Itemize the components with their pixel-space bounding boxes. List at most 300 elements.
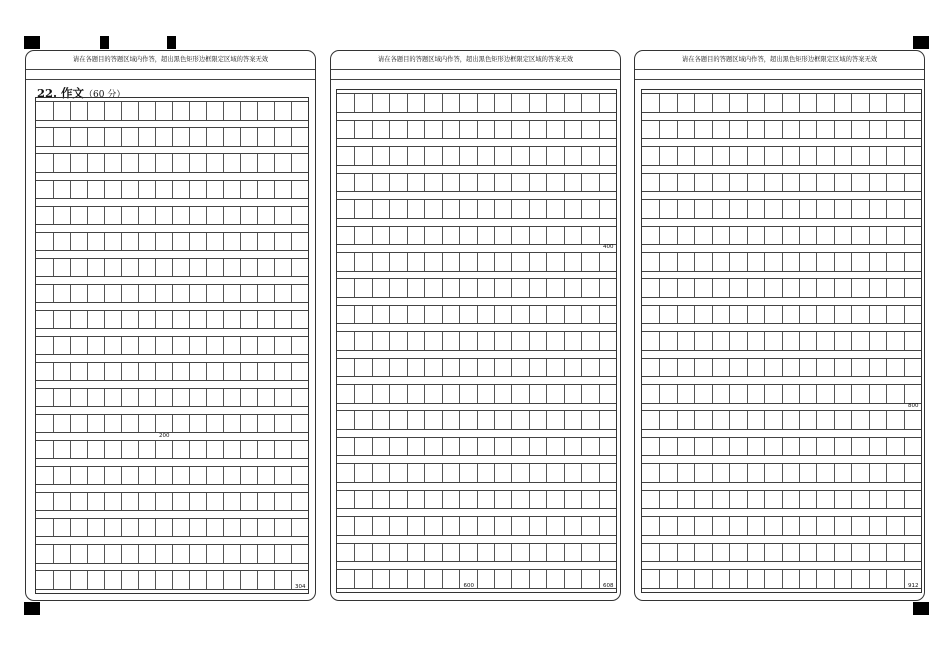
grid-row	[642, 278, 921, 298]
grid-cell-divider	[712, 121, 713, 139]
grid-cell-divider	[599, 121, 600, 139]
grid-cell-divider	[599, 464, 600, 482]
grid-cell-divider	[677, 517, 678, 535]
grid-cell-divider	[189, 545, 190, 562]
grid-cell-divider	[729, 464, 730, 482]
grid-cell-divider	[694, 227, 695, 245]
grid-cell-divider	[782, 174, 783, 192]
grid-cell-divider	[206, 259, 207, 276]
grid-cell-divider	[70, 285, 71, 302]
grid-cell-divider	[172, 467, 173, 484]
grid-cell-divider	[511, 200, 512, 218]
grid-cell-divider	[729, 570, 730, 588]
grid-row	[337, 463, 616, 483]
grid-cell-divider	[834, 464, 835, 482]
grid-cell-divider	[886, 279, 887, 297]
grid-cell-divider	[816, 147, 817, 165]
grid-cell-divider	[511, 411, 512, 429]
grid-cell-divider	[782, 438, 783, 456]
essay-grid-right[interactable]	[641, 89, 922, 593]
grid-cell-divider	[816, 570, 817, 588]
essay-grid-left[interactable]	[35, 97, 309, 594]
grid-cell-divider	[729, 359, 730, 377]
grid-cell-divider	[87, 571, 88, 588]
grid-cell-divider	[223, 102, 224, 119]
grid-cell-divider	[354, 517, 355, 535]
grid-cell-divider	[87, 233, 88, 250]
grid-cell-divider	[389, 332, 390, 350]
grid-cell-divider	[407, 464, 408, 482]
grid-cell-divider	[87, 207, 88, 224]
grid-cell-divider	[694, 332, 695, 350]
grid-cell-divider	[389, 517, 390, 535]
grid-cell-divider	[834, 517, 835, 535]
grid-cell-divider	[291, 363, 292, 380]
grid-cell-divider	[354, 332, 355, 350]
grid-cell-divider	[189, 102, 190, 119]
grid-cell-divider	[274, 233, 275, 250]
grid-cell-divider	[729, 306, 730, 324]
grid-cell-divider	[712, 411, 713, 429]
grid-cell-divider	[424, 359, 425, 377]
grid-cell-divider	[138, 493, 139, 510]
grid-cell-divider	[799, 227, 800, 245]
grid-cell-divider	[764, 464, 765, 482]
grid-cell-divider	[53, 571, 54, 588]
grid-cell-divider	[564, 174, 565, 192]
grid-cell-divider	[712, 438, 713, 456]
grid-cell-divider	[104, 285, 105, 302]
grid-cell-divider	[459, 491, 460, 509]
grid-cell-divider	[172, 493, 173, 510]
grid-cell-divider	[599, 174, 600, 192]
grid-row	[642, 305, 921, 325]
grid-cell-divider	[712, 279, 713, 297]
grid-cell-divider	[564, 544, 565, 562]
grid-cell-divider	[257, 259, 258, 276]
grid-cell-divider	[223, 467, 224, 484]
grid-cell-divider	[206, 102, 207, 119]
grid-cell-divider	[904, 94, 905, 112]
grid-cell-divider	[53, 441, 54, 458]
grid-cell-divider	[389, 174, 390, 192]
grid-cell-divider	[372, 544, 373, 562]
grid-cell-divider	[599, 544, 600, 562]
grid-cell-divider	[138, 285, 139, 302]
grid-cell-divider	[257, 154, 258, 171]
grid-cell-divider	[87, 337, 88, 354]
essay-grid-middle[interactable]	[336, 89, 617, 593]
grid-cell-divider	[904, 411, 905, 429]
grid-cell-divider	[240, 259, 241, 276]
grid-cell-divider	[886, 227, 887, 245]
grid-cell-divider	[389, 438, 390, 456]
grid-cell-divider	[257, 519, 258, 536]
grid-cell-divider	[581, 385, 582, 403]
grid-cell-divider	[494, 147, 495, 165]
grid-cell-divider	[407, 200, 408, 218]
grid-cell-divider	[459, 438, 460, 456]
grid-cell-divider	[121, 207, 122, 224]
grid-row	[337, 490, 616, 510]
grid-cell-divider	[477, 332, 478, 350]
grid-cell-divider	[581, 147, 582, 165]
grid-cell-divider	[155, 285, 156, 302]
grid-row	[36, 414, 308, 433]
grid-cell-divider	[87, 311, 88, 328]
grid-cell-divider	[511, 491, 512, 509]
grid-cell-divider	[494, 253, 495, 271]
grid-cell-divider	[546, 227, 547, 245]
grid-cell-divider	[240, 389, 241, 406]
grid-cell-divider	[816, 385, 817, 403]
grid-cell-divider	[477, 359, 478, 377]
grid-cell-divider	[886, 385, 887, 403]
grid-cell-divider	[799, 279, 800, 297]
grid-cell-divider	[477, 411, 478, 429]
grid-cell-divider	[747, 332, 748, 350]
grid-cell-divider	[511, 279, 512, 297]
grid-cell-divider	[677, 438, 678, 456]
answer-panel-left	[25, 50, 316, 601]
grid-cell-divider	[529, 438, 530, 456]
grid-cell-divider	[138, 389, 139, 406]
grid-cell-divider	[172, 519, 173, 536]
grid-cell-divider	[511, 359, 512, 377]
grid-cell-divider	[223, 389, 224, 406]
grid-cell-divider	[53, 467, 54, 484]
grid-cell-divider	[372, 306, 373, 324]
grid-cell-divider	[851, 570, 852, 588]
word-count-marker: 800	[908, 402, 919, 409]
grid-cell-divider	[257, 337, 258, 354]
grid-cell-divider	[240, 233, 241, 250]
grid-cell-divider	[886, 174, 887, 192]
grid-cell-divider	[87, 259, 88, 276]
grid-cell-divider	[564, 570, 565, 588]
grid-cell-divider	[729, 438, 730, 456]
grid-cell-divider	[240, 545, 241, 562]
grid-cell-divider	[494, 359, 495, 377]
grid-cell-divider	[442, 253, 443, 271]
grid-cell-divider	[121, 441, 122, 458]
grid-row	[642, 173, 921, 193]
grid-cell-divider	[223, 415, 224, 432]
grid-cell-divider	[816, 438, 817, 456]
grid-cell-divider	[834, 570, 835, 588]
grid-cell-divider	[459, 121, 460, 139]
grid-cell-divider	[529, 491, 530, 509]
grid-cell-divider	[274, 311, 275, 328]
grid-cell-divider	[240, 467, 241, 484]
grid-cell-divider	[206, 415, 207, 432]
grid-cell-divider	[511, 174, 512, 192]
grid-cell-divider	[904, 491, 905, 509]
grid-cell-divider	[274, 102, 275, 119]
grid-cell-divider	[886, 253, 887, 271]
grid-cell-divider	[851, 306, 852, 324]
grid-cell-divider	[70, 545, 71, 562]
grid-cell-divider	[121, 311, 122, 328]
grid-cell-divider	[694, 94, 695, 112]
grid-cell-divider	[677, 359, 678, 377]
grid-cell-divider	[886, 200, 887, 218]
grid-cell-divider	[424, 385, 425, 403]
grid-cell-divider	[729, 94, 730, 112]
grid-cell-divider	[599, 570, 600, 588]
grid-cell-divider	[816, 279, 817, 297]
grid-row	[642, 516, 921, 536]
grid-cell-divider	[782, 464, 783, 482]
grid-cell-divider	[53, 181, 54, 198]
grid-cell-divider	[87, 441, 88, 458]
grid-cell-divider	[904, 200, 905, 218]
grid-cell-divider	[659, 332, 660, 350]
grid-cell-divider	[291, 102, 292, 119]
grid-cell-divider	[257, 571, 258, 588]
grid-cell-divider	[851, 200, 852, 218]
grid-cell-divider	[257, 311, 258, 328]
grid-cell-divider	[240, 181, 241, 198]
grid-cell-divider	[70, 128, 71, 145]
grid-cell-divider	[389, 464, 390, 482]
grid-cell-divider	[70, 363, 71, 380]
grid-cell-divider	[53, 154, 54, 171]
grid-cell-divider	[70, 519, 71, 536]
grid-cell-divider	[659, 94, 660, 112]
grid-cell-divider	[240, 311, 241, 328]
grid-cell-divider	[424, 200, 425, 218]
grid-cell-divider	[206, 181, 207, 198]
grid-cell-divider	[372, 253, 373, 271]
grid-row	[642, 93, 921, 113]
grid-cell-divider	[477, 174, 478, 192]
grid-cell-divider	[477, 517, 478, 535]
grid-cell-divider	[53, 259, 54, 276]
grid-cell-divider	[712, 306, 713, 324]
grid-cell-divider	[372, 464, 373, 482]
grid-cell-divider	[407, 438, 408, 456]
grid-cell-divider	[834, 385, 835, 403]
grid-cell-divider	[354, 359, 355, 377]
grid-cell-divider	[694, 359, 695, 377]
grid-row	[36, 232, 308, 251]
grid-cell-divider	[511, 147, 512, 165]
grid-cell-divider	[274, 519, 275, 536]
grid-cell-divider	[53, 363, 54, 380]
grid-cell-divider	[291, 545, 292, 562]
grid-cell-divider	[407, 570, 408, 588]
grid-cell-divider	[764, 253, 765, 271]
grid-cell-divider	[869, 517, 870, 535]
grid-cell-divider	[121, 259, 122, 276]
grid-cell-divider	[70, 259, 71, 276]
grid-cell-divider	[869, 147, 870, 165]
grid-cell-divider	[424, 464, 425, 482]
word-count-marker: 200	[159, 432, 170, 439]
grid-row	[36, 180, 308, 199]
grid-cell-divider	[389, 544, 390, 562]
grid-cell-divider	[223, 207, 224, 224]
grid-cell-divider	[407, 306, 408, 324]
grid-cell-divider	[138, 545, 139, 562]
answer-panel-middle	[330, 50, 621, 601]
grid-cell-divider	[121, 181, 122, 198]
grid-cell-divider	[189, 493, 190, 510]
grid-cell-divider	[206, 571, 207, 588]
grid-cell-divider	[87, 415, 88, 432]
grid-cell-divider	[459, 570, 460, 588]
grid-cell-divider	[599, 279, 600, 297]
grid-cell-divider	[121, 363, 122, 380]
grid-cell-divider	[291, 128, 292, 145]
grid-cell-divider	[764, 359, 765, 377]
grid-cell-divider	[274, 363, 275, 380]
grid-cell-divider	[677, 570, 678, 588]
grid-cell-divider	[206, 154, 207, 171]
grid-cell-divider	[189, 571, 190, 588]
grid-cell-divider	[904, 121, 905, 139]
grid-cell-divider	[747, 279, 748, 297]
grid-cell-divider	[70, 493, 71, 510]
grid-cell-divider	[851, 174, 852, 192]
grid-cell-divider	[389, 491, 390, 509]
grid-cell-divider	[546, 464, 547, 482]
grid-cell-divider	[274, 467, 275, 484]
grid-cell-divider	[694, 438, 695, 456]
grid-cell-divider	[869, 570, 870, 588]
grid-cell-divider	[442, 385, 443, 403]
grid-cell-divider	[274, 415, 275, 432]
grid-cell-divider	[677, 94, 678, 112]
grid-cell-divider	[869, 121, 870, 139]
grid-cell-divider	[70, 207, 71, 224]
grid-cell-divider	[529, 385, 530, 403]
grid-cell-divider	[389, 306, 390, 324]
grid-cell-divider	[372, 491, 373, 509]
grid-cell-divider	[223, 128, 224, 145]
grid-cell-divider	[712, 464, 713, 482]
grid-cell-divider	[694, 411, 695, 429]
grid-cell-divider	[274, 128, 275, 145]
grid-cell-divider	[564, 94, 565, 112]
grid-cell-divider	[529, 464, 530, 482]
grid-cell-divider	[189, 467, 190, 484]
grid-cell-divider	[70, 389, 71, 406]
grid-cell-divider	[694, 491, 695, 509]
grid-cell-divider	[389, 411, 390, 429]
grid-cell-divider	[564, 279, 565, 297]
grid-row	[642, 226, 921, 246]
grid-cell-divider	[138, 207, 139, 224]
grid-cell-divider	[712, 385, 713, 403]
grid-cell-divider	[834, 411, 835, 429]
grid-cell-divider	[747, 464, 748, 482]
grid-cell-divider	[834, 332, 835, 350]
grid-cell-divider	[407, 544, 408, 562]
grid-cell-divider	[816, 94, 817, 112]
grid-cell-divider	[155, 467, 156, 484]
grid-cell-divider	[747, 570, 748, 588]
grid-cell-divider	[546, 121, 547, 139]
grid-cell-divider	[886, 94, 887, 112]
grid-cell-divider	[459, 385, 460, 403]
grid-cell-divider	[712, 570, 713, 588]
grid-cell-divider	[104, 337, 105, 354]
grid-cell-divider	[529, 359, 530, 377]
grid-cell-divider	[677, 253, 678, 271]
grid-cell-divider	[782, 147, 783, 165]
grid-cell-divider	[494, 94, 495, 112]
grid-cell-divider	[138, 233, 139, 250]
grid-cell-divider	[904, 517, 905, 535]
grid-cell-divider	[729, 332, 730, 350]
grid-cell-divider	[104, 181, 105, 198]
grid-cell-divider	[816, 227, 817, 245]
grid-cell-divider	[677, 200, 678, 218]
grid-cell-divider	[764, 227, 765, 245]
grid-cell-divider	[816, 544, 817, 562]
grid-cell-divider	[712, 200, 713, 218]
registration-mark-bottom-left	[24, 602, 40, 615]
grid-cell-divider	[799, 332, 800, 350]
grid-cell-divider	[70, 233, 71, 250]
grid-cell-divider	[223, 441, 224, 458]
grid-cell-divider	[712, 491, 713, 509]
grid-cell-divider	[442, 200, 443, 218]
grid-cell-divider	[155, 181, 156, 198]
grid-cell-divider	[87, 285, 88, 302]
grid-cell-divider	[886, 121, 887, 139]
grid-cell-divider	[529, 517, 530, 535]
grid-cell-divider	[677, 385, 678, 403]
grid-cell-divider	[529, 306, 530, 324]
grid-cell-divider	[407, 279, 408, 297]
grid-row	[36, 544, 308, 563]
grid-cell-divider	[459, 411, 460, 429]
grid-cell-divider	[389, 385, 390, 403]
grid-cell-divider	[87, 154, 88, 171]
grid-cell-divider	[53, 415, 54, 432]
grid-cell-divider	[407, 332, 408, 350]
grid-cell-divider	[354, 227, 355, 245]
grid-cell-divider	[581, 279, 582, 297]
grid-cell-divider	[599, 517, 600, 535]
grid-cell-divider	[274, 259, 275, 276]
grid-cell-divider	[764, 544, 765, 562]
grid-cell-divider	[172, 102, 173, 119]
grid-cell-divider	[659, 517, 660, 535]
grid-cell-divider	[834, 306, 835, 324]
grid-cell-divider	[494, 491, 495, 509]
grid-cell-divider	[529, 94, 530, 112]
grid-cell-divider	[904, 253, 905, 271]
grid-cell-divider	[477, 121, 478, 139]
grid-cell-divider	[546, 200, 547, 218]
grid-cell-divider	[372, 359, 373, 377]
grid-cell-divider	[599, 359, 600, 377]
grid-cell-divider	[442, 464, 443, 482]
grid-row	[337, 437, 616, 457]
grid-cell-divider	[189, 259, 190, 276]
grid-cell-divider	[851, 517, 852, 535]
grid-cell-divider	[851, 438, 852, 456]
grid-cell-divider	[442, 174, 443, 192]
grid-cell-divider	[424, 306, 425, 324]
grid-cell-divider	[477, 227, 478, 245]
grid-cell-divider	[546, 491, 547, 509]
grid-cell-divider	[121, 389, 122, 406]
